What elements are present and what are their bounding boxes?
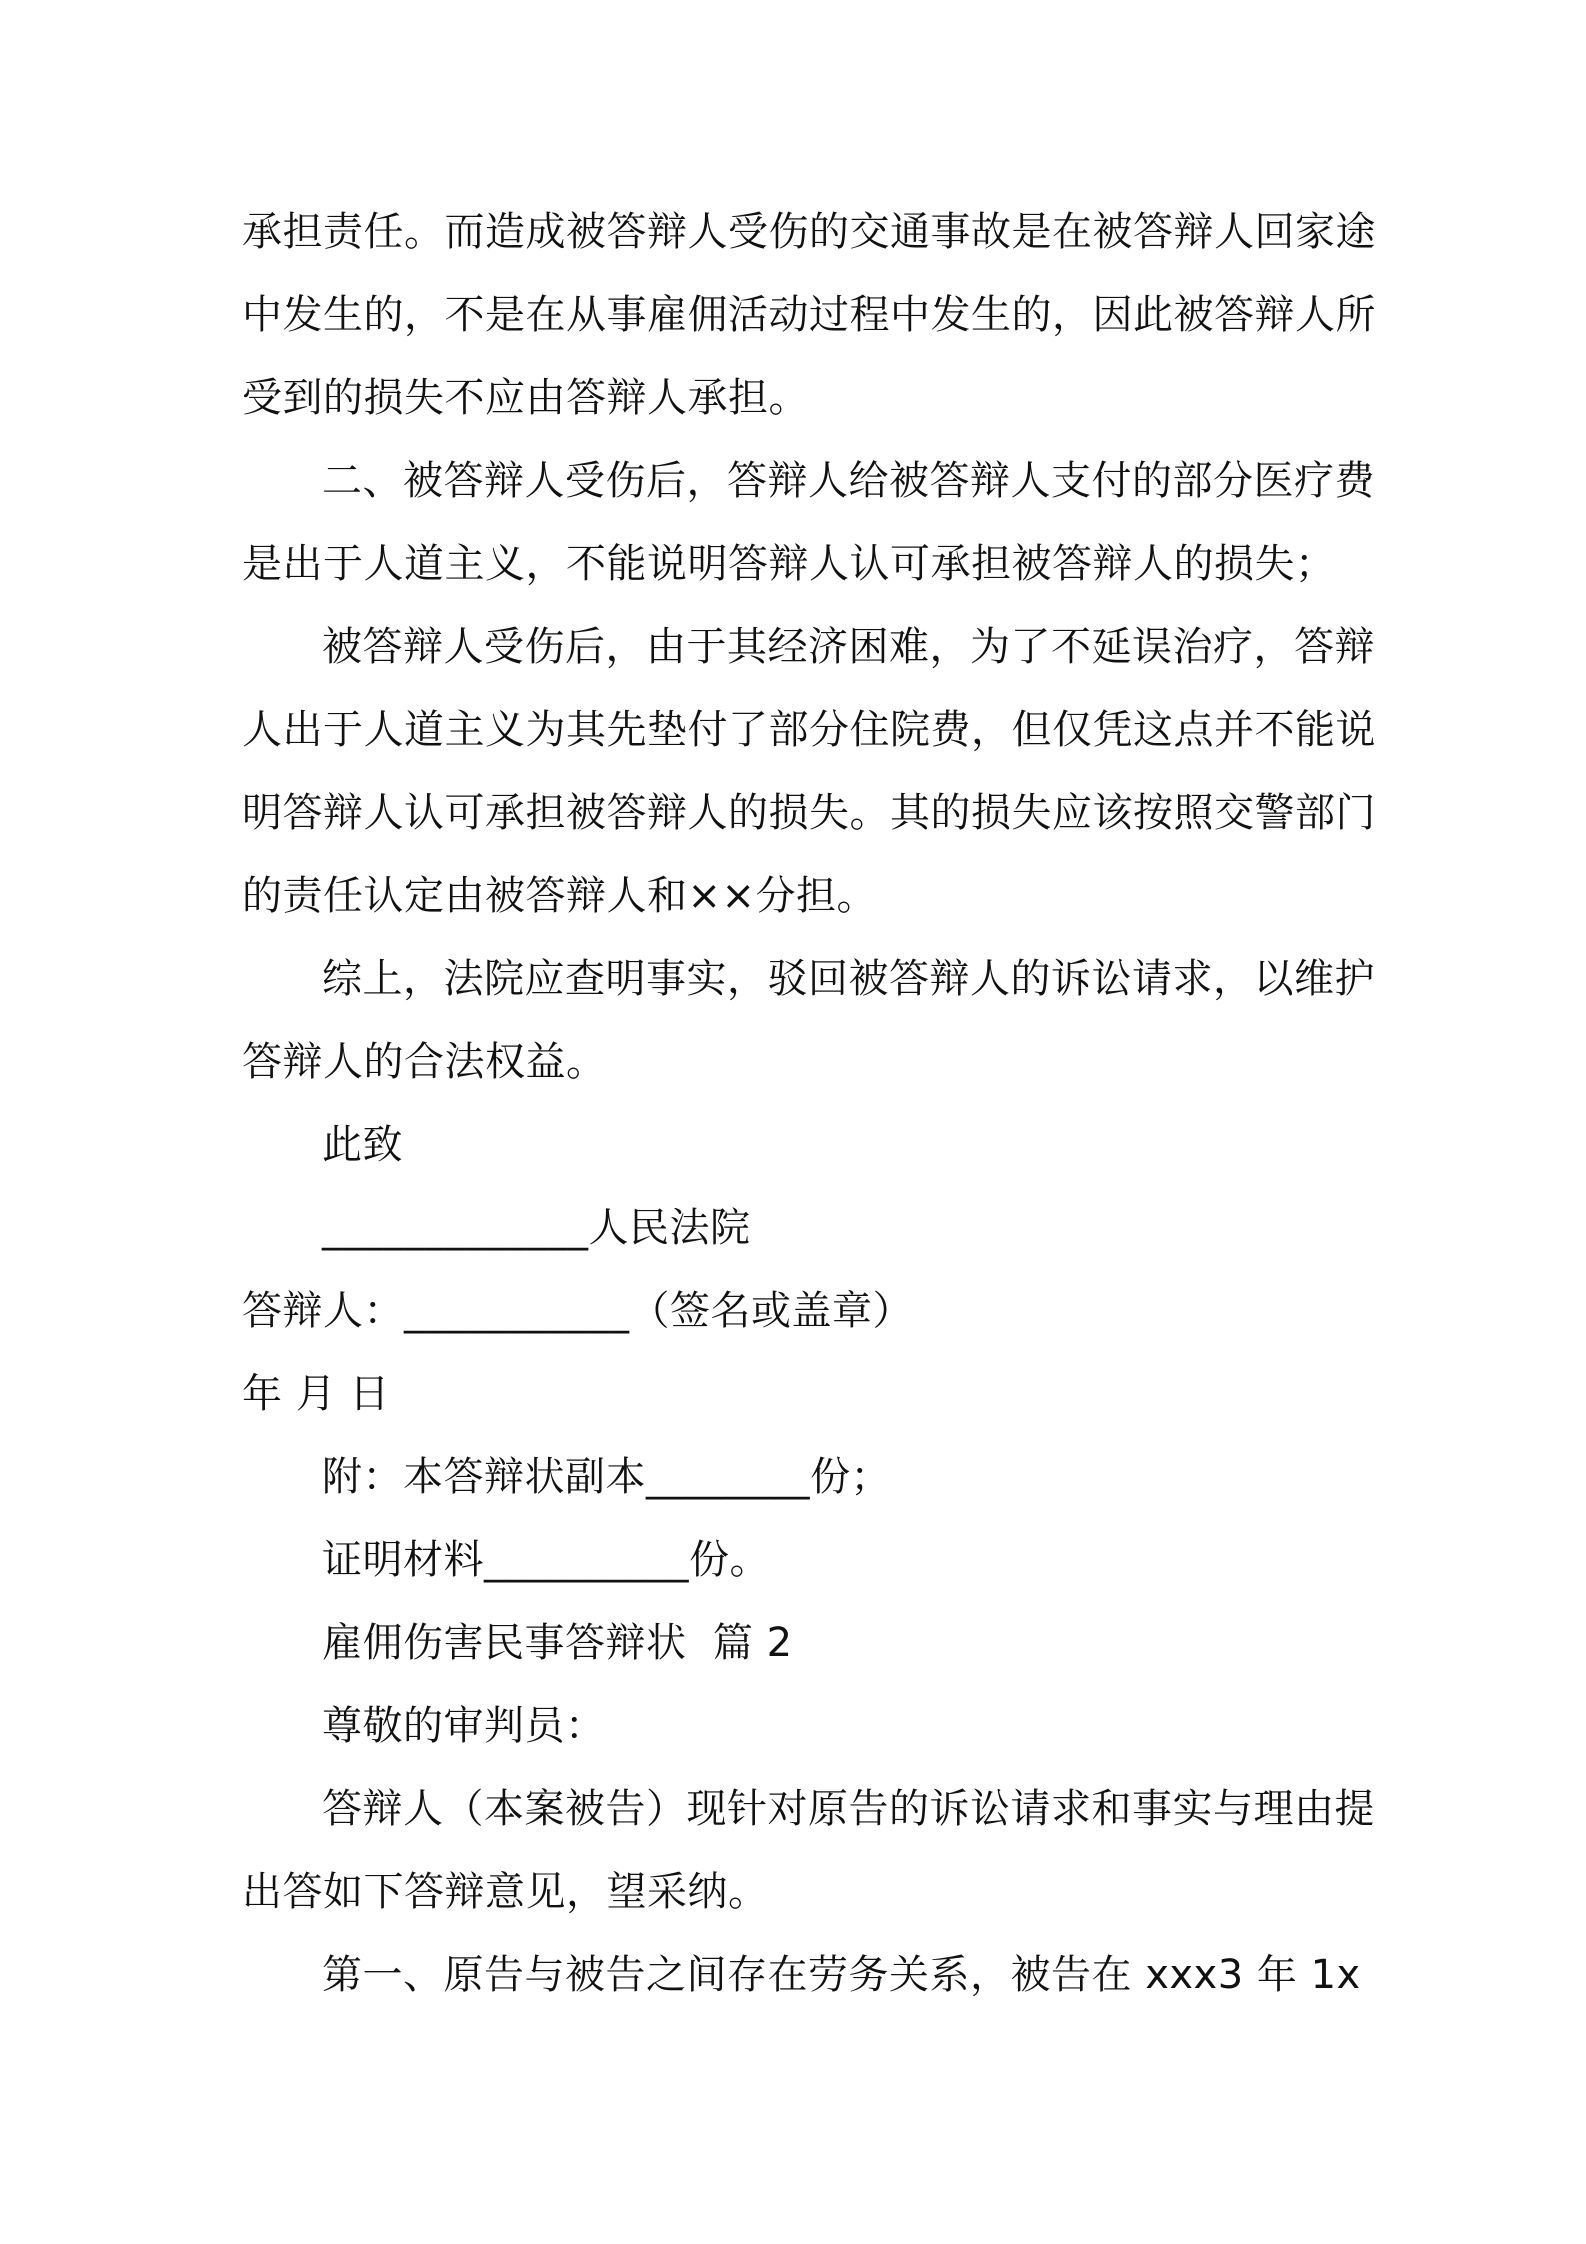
paragraph-line-3: 受到的损失不应由答辩人承担。 [242, 375, 809, 421]
attachment-copies-line: 附：本答辩状副本________份； [322, 1454, 891, 1500]
paragraph-line-7: 人出于人道主义为其先垫付了部分住院费，但仅凭这点并不能说 [242, 707, 1376, 753]
paragraph-line-6: 被答辩人受伤后，由于其经济困难，为了不延误治疗，答辩 [322, 624, 1375, 670]
paragraph-line-11: 答辩人的合法权益。 [242, 1039, 607, 1085]
date-line: 年 月 日 [242, 1371, 390, 1417]
court-line: _____________人民法院 [322, 1205, 751, 1251]
salutation-line: 此致 [322, 1122, 403, 1168]
paragraph-line-1: 承担责任。而造成被答辩人受伤的交通事故是在被答辩人回家途 [242, 209, 1376, 255]
attachment-evidence-line: 证明材料__________份。 [322, 1537, 770, 1583]
paragraph-line-14: 第一、原告与被告之间存在劳务关系，被告在 xxx3 年 1x [322, 1952, 1361, 1998]
paragraph-line-4: 二、被答辩人受伤后，答辩人给被答辩人支付的部分医疗费 [322, 458, 1375, 504]
section-title: 雇佣伤害民事答辩状 篇 2 [322, 1620, 793, 1666]
paragraph-line-12: 答辩人（本案被告）现针对原告的诉讼请求和事实与理由提 [322, 1786, 1375, 1832]
respondent-signature-line: 答辩人：___________（签名或盖章） [242, 1288, 913, 1334]
paragraph-line-8: 明答辩人认可承担被答辩人的损失。其的损失应该按照交警部门 [242, 790, 1376, 836]
paragraph-line-13: 出答如下答辩意见，望采纳。 [242, 1869, 769, 1915]
paragraph-line-2: 中发生的，不是在从事雇佣活动过程中发生的，因此被答辩人所 [242, 292, 1376, 338]
paragraph-line-10: 综上，法院应查明事实，驳回被答辩人的诉讼请求，以维护 [322, 956, 1375, 1002]
paragraph-line-5: 是出于人道主义，不能说明答辩人认可承担被答辩人的损失； [242, 541, 1336, 587]
greeting-line: 尊敬的审判员： [322, 1703, 606, 1749]
paragraph-line-9: 的责任认定由被答辩人和××分担。 [242, 873, 878, 919]
